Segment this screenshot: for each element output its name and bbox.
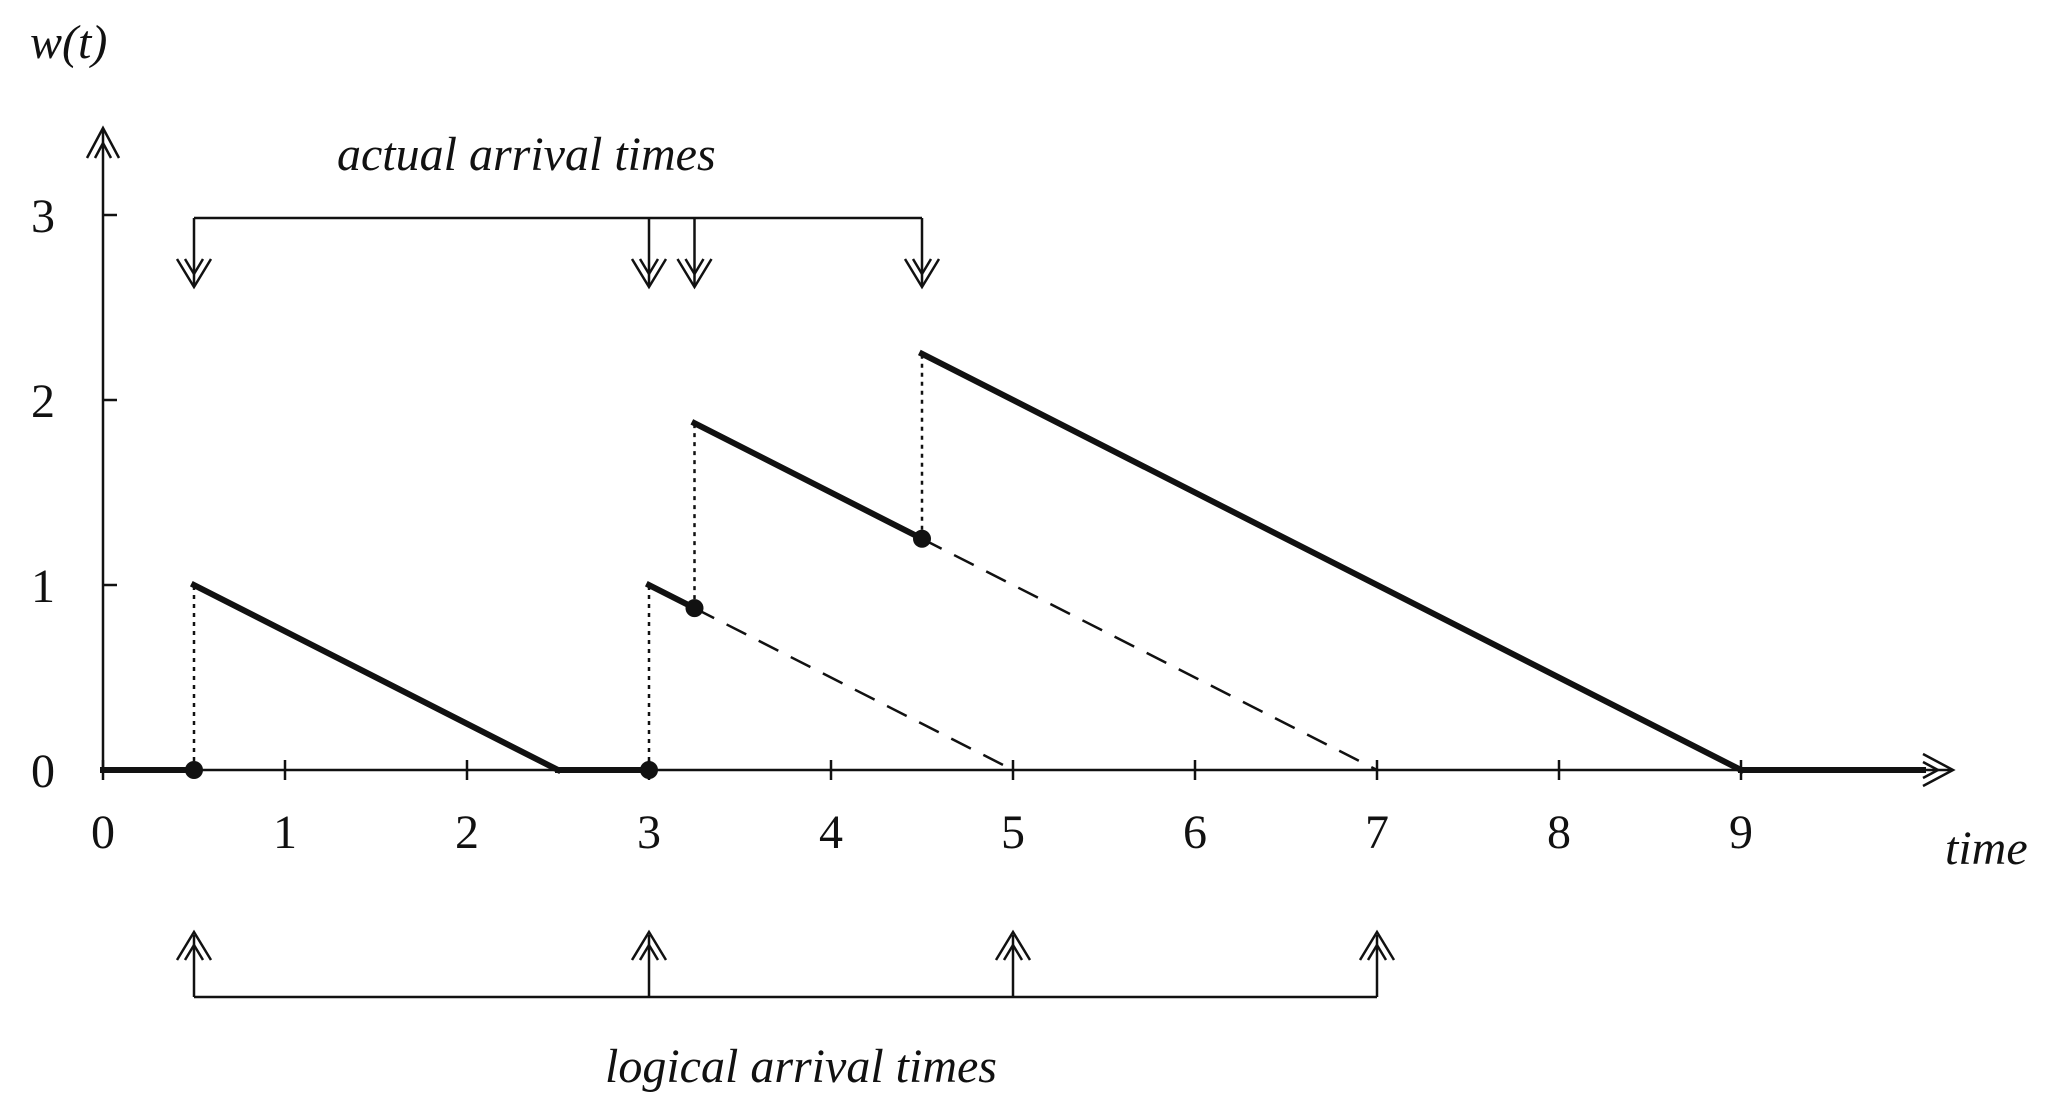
- dashed-segment: [695, 608, 1014, 770]
- dashed-segment: [922, 539, 1377, 770]
- point-marker: [913, 530, 931, 548]
- actual-arrival-label: actual arrival times: [337, 128, 716, 181]
- x-axis-label: time: [1945, 822, 2028, 875]
- x-tick-label: 5: [1001, 806, 1025, 859]
- y-tick-label: 1: [31, 560, 55, 613]
- x-tick-label: 2: [455, 806, 479, 859]
- x-tick-label: 4: [819, 806, 843, 859]
- y-tick-label: 3: [31, 190, 55, 243]
- point-marker: [686, 599, 704, 617]
- solid-segment: [695, 423, 923, 539]
- y-axis-label: w(t): [30, 16, 108, 69]
- x-tick-label: 8: [1547, 806, 1571, 859]
- x-tick-label: 6: [1183, 806, 1207, 859]
- point-marker: [185, 761, 203, 779]
- x-tick-label: 0: [91, 806, 115, 859]
- x-tick-label: 9: [1729, 806, 1753, 859]
- x-tick-label: 3: [637, 806, 661, 859]
- plot-area: [31, 128, 1953, 997]
- solid-segment: [194, 585, 558, 770]
- y-tick-label: 2: [31, 375, 55, 428]
- y-tick-label: 0: [31, 745, 55, 798]
- point-marker: [640, 761, 658, 779]
- logical-arrival-label: logical arrival times: [605, 1040, 997, 1093]
- x-tick-label: 7: [1365, 806, 1389, 859]
- x-tick-label: 1: [273, 806, 297, 859]
- solid-segment: [922, 354, 1741, 770]
